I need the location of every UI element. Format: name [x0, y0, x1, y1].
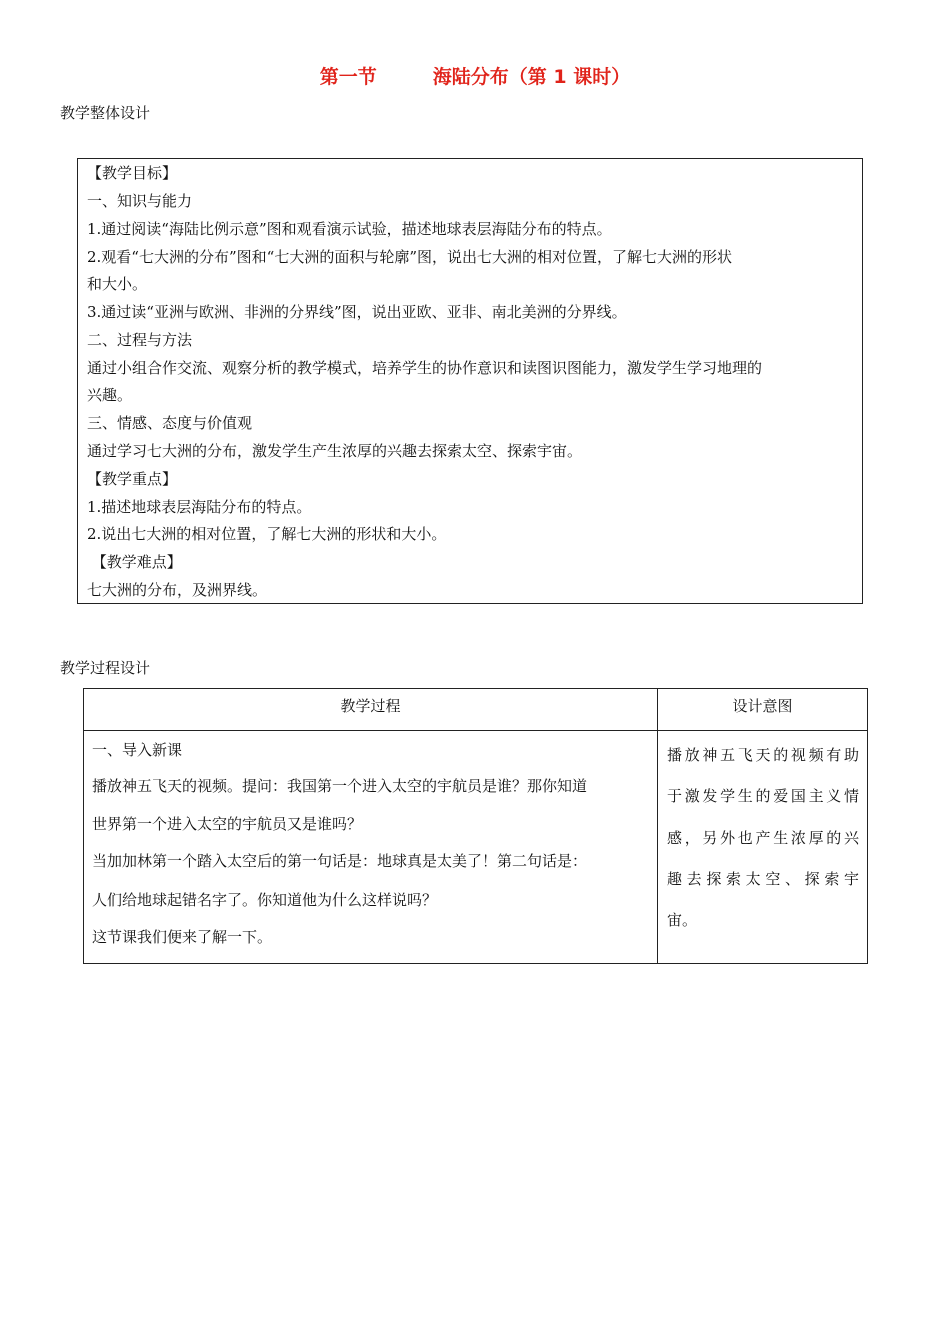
objectives-line: 三、情感、态度与价值观: [87, 414, 253, 432]
intent-cell: [658, 731, 868, 964]
objectives-line: 【教学目标】: [87, 164, 178, 182]
objectives-line: 通过学习七大洲的分布，激发学生产生浓厚的兴趣去探索太空、探索宇宙。: [87, 442, 583, 460]
column-header-process: 教学过程: [84, 689, 658, 731]
objectives-line: 兴趣。: [87, 386, 133, 404]
intent-line: 趣去探索太空、探索宇: [667, 869, 859, 888]
process-line: 当加加林第一个踏入太空后的第一句话是：地球真是太美了！第二句话是：: [92, 852, 588, 870]
objectives-line: 1.描述地球表层海陆分布的特点。: [87, 498, 312, 516]
table-row: [84, 731, 868, 964]
intent-line: 宙。: [667, 911, 698, 930]
process-table: [83, 688, 868, 964]
objectives-box: [77, 158, 863, 604]
document-title: [0, 62, 950, 89]
column-header-intent: 设计意图: [658, 689, 868, 731]
objectives-line: 二、过程与方法: [87, 331, 193, 349]
process-line: 一、导入新课: [92, 741, 183, 759]
intent-line: 播放神五飞天的视频有助: [667, 746, 859, 764]
process-cell: [84, 731, 658, 964]
objectives-line: 1.通过阅读“海陆比例示意”图和观看演示试验，描述地球表层海陆分布的特点。: [87, 220, 612, 238]
process-heading: 教学过程设计: [60, 659, 151, 677]
objectives-line: 2.说出七大洲的相对位置，了解七大洲的形状和大小。: [87, 525, 447, 543]
objectives-line: 2.观看“七大洲的分布”图和“七大洲的面积与轮廓”图，说出七大洲的相对位置，了解七大洲的形状: [87, 248, 732, 266]
objectives-line: 七大洲的分布，及洲界线。: [87, 581, 268, 599]
title-topic: 海陆分布（第 1 课时）: [432, 66, 631, 88]
title-section: 第一节: [319, 66, 377, 88]
objectives-line: 和大小。: [87, 275, 148, 293]
overview-heading: 教学整体设计: [60, 104, 151, 122]
objectives-line: 【教学难点】: [87, 553, 182, 571]
objectives-line: 3.通过读“亚洲与欧洲、非洲的分界线”图，说出亚欧、亚非、南北美洲的分界线。: [87, 303, 627, 321]
process-line: 这节课我们便来了解一下。: [92, 928, 273, 946]
process-line: 世界第一个进入太空的宇航员又是谁吗？: [92, 815, 363, 833]
intent-line: 于激发学生的爱国主义情: [667, 787, 859, 806]
process-line: 播放神五飞天的视频。提问：我国第一个进入太空的宇航员是谁？那你知道: [92, 777, 588, 795]
process-line: 人们给地球起错名字了。你知道他为什么这样说吗？: [92, 891, 438, 909]
objectives-line: 一、知识与能力: [87, 192, 193, 210]
objectives-line: 通过小组合作交流、观察分析的教学模式，培养学生的协作意识和读图识图能力，激发学生学习地理的: [87, 359, 763, 377]
table-header-row: [84, 689, 868, 731]
objectives-line: 【教学重点】: [87, 470, 178, 488]
intent-line: 感，另外也产生浓厚的兴: [667, 828, 859, 847]
